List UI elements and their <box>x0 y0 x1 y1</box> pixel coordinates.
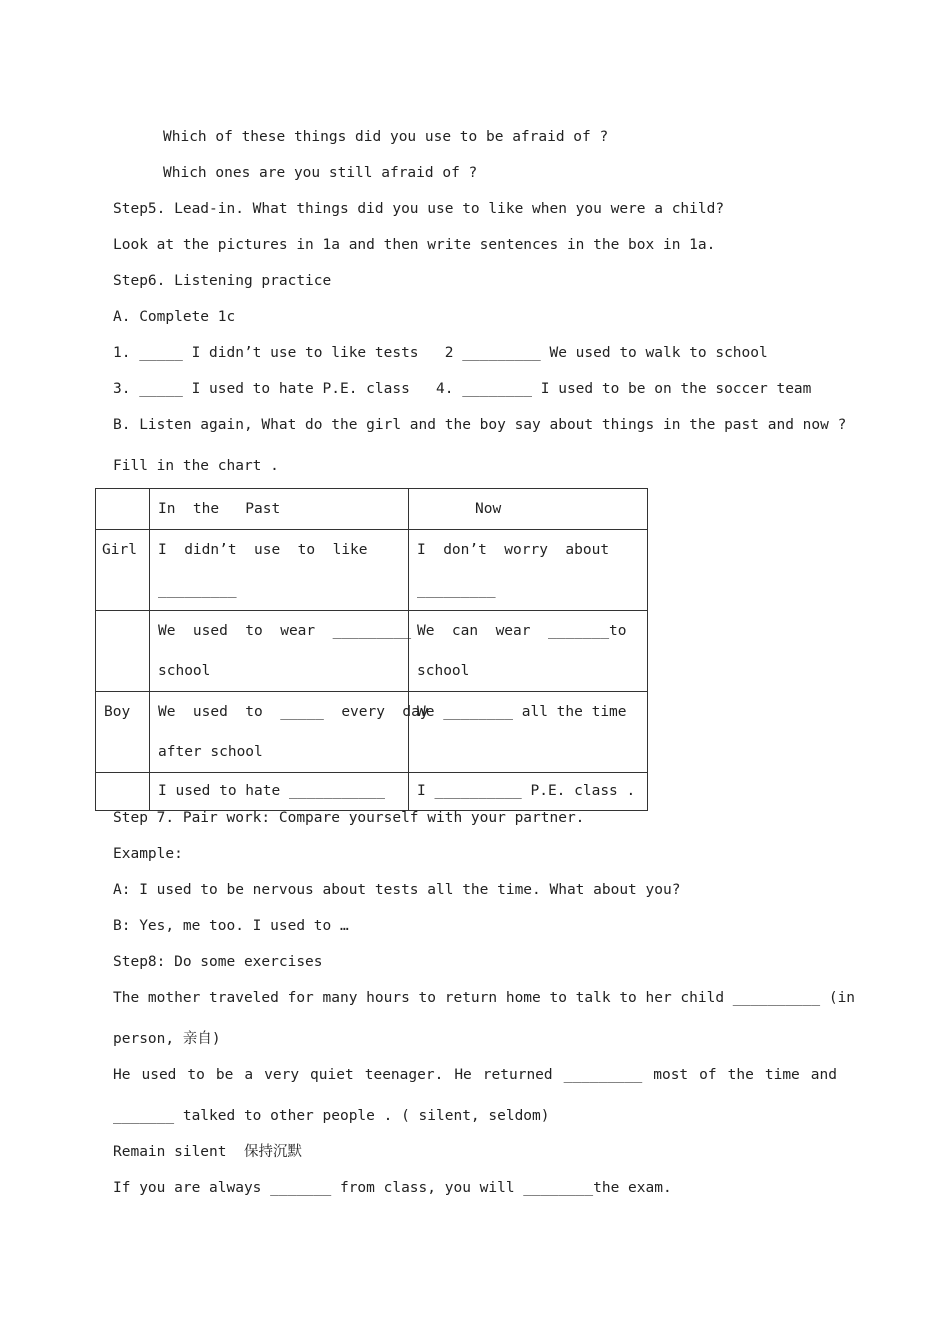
question-1: Which of these things did you use to be afraid of ? <box>163 129 609 145</box>
exercise-2-line-2: _______ talked to other people . ( silent, seldom) <box>113 1108 550 1124</box>
step7-heading: Step 7. Pair work: Compare yourself with your partner. <box>113 810 585 826</box>
now-cell: I __________ P.E. class . <box>409 773 648 811</box>
exercise-1-line-1: The mother traveled for many hours to return home to talk to her child __________ (in <box>113 990 856 1006</box>
remain-silent-note: Remain silent 保持沉默 <box>113 1144 302 1160</box>
exercise-3: If you are always _______ from class, you will ________the exam. <box>113 1180 672 1196</box>
exercise-1-line-2: person, 亲自) <box>113 1031 221 1047</box>
now-cell: We ________ all the time <box>409 692 648 773</box>
section-b: B. Listen again, What do the girl and the boy say about things in the past and now ? <box>113 417 847 433</box>
chart-row <box>96 611 648 692</box>
chart-row <box>96 692 648 773</box>
complete-line-2: 3. _____ I used to hate P.E. class 4. ________ I used to be on the soccer team <box>113 381 812 397</box>
past-now-chart <box>95 488 648 811</box>
row-label <box>96 773 150 811</box>
fill-chart-instruction: Fill in the chart . <box>113 458 279 474</box>
row-label: Boy <box>96 692 150 773</box>
question-2: Which ones are you still afraid of ? <box>163 165 478 181</box>
header-now: Now <box>409 489 648 530</box>
example-b: B: Yes, me too. I used to … <box>113 918 349 934</box>
example-a: A: I used to be nervous about tests all the time. What about you? <box>113 882 681 898</box>
now-cell: We can wear _______to school <box>409 611 648 692</box>
exercise-2-line-1: He used to be a very quiet teenager. He returned _________ most of the time and <box>113 1067 837 1083</box>
row-label <box>96 611 150 692</box>
section-a: A. Complete 1c <box>113 309 236 325</box>
step8-heading: Step8: Do some exercises <box>113 954 323 970</box>
header-empty-cell <box>96 489 150 530</box>
header-past: In the Past <box>150 489 409 530</box>
chart-header-row <box>96 489 648 530</box>
chart-row <box>96 773 648 811</box>
example-label: Example: <box>113 846 183 862</box>
past-cell: We used to wear _________ school <box>150 611 409 692</box>
step6-heading: Step6. Listening practice <box>113 273 332 289</box>
chart-row <box>96 530 648 611</box>
complete-line-1: 1. _____ I didn’t use to like tests 2 _________ We used to walk to school <box>113 345 768 361</box>
look-instruction: Look at the pictures in 1a and then write sentences in the box in 1a. <box>113 237 716 253</box>
step5-heading: Step5. Lead-in. What things did you use to like when you were a child? <box>113 201 725 217</box>
now-cell: I don’t worry about _________ <box>409 530 648 611</box>
past-cell: We used to _____ every day after school <box>150 692 409 773</box>
row-label: Girl <box>96 530 150 611</box>
past-cell: I used to hate ___________ <box>150 773 409 811</box>
past-cell: I didn’t use to like _________ <box>150 530 409 611</box>
